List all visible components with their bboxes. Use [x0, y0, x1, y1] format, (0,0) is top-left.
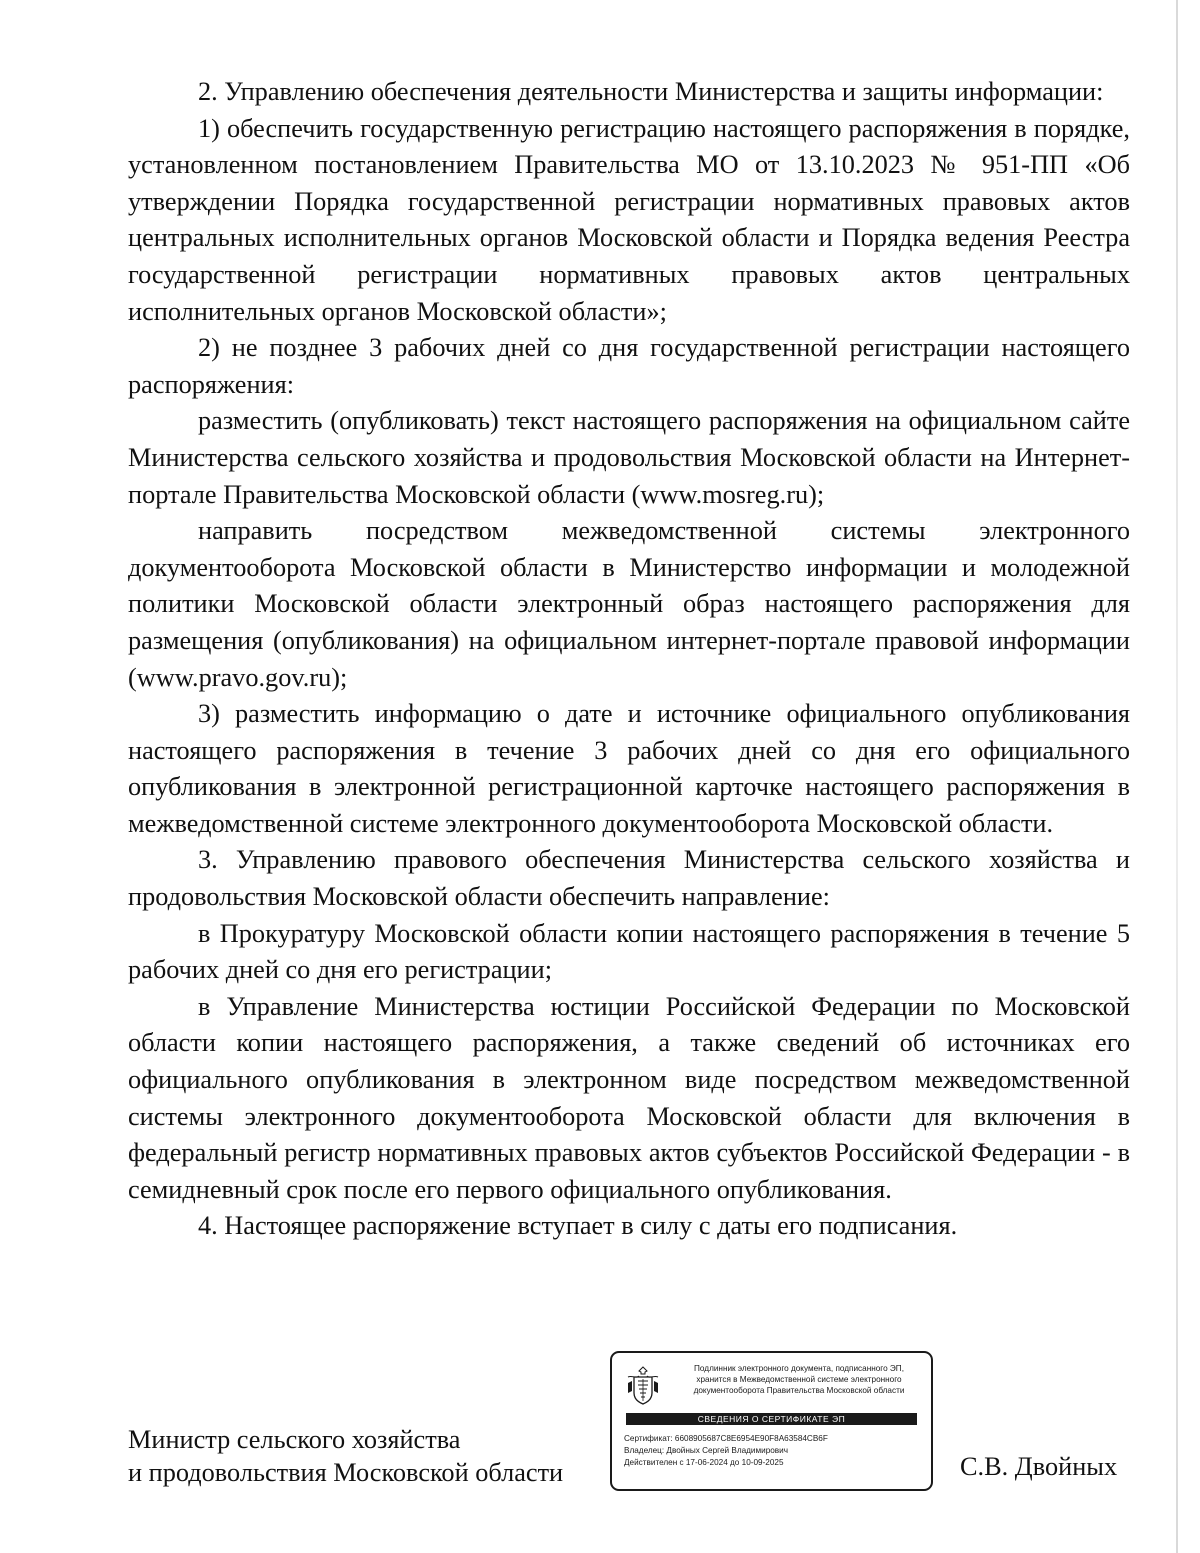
signatory-name: С.В. Двойных: [960, 1452, 1118, 1481]
document-body: [128, 74, 1130, 1245]
paragraph-2-2: 2) не позднее 3 рабочих дней со дня государственной регистрации настоящего распоряжения:: [128, 333, 1130, 399]
stamp-validity: Действителен с 17-06-2024 до 10-09-2025: [624, 1458, 784, 1467]
stamp-details: [624, 1433, 828, 1469]
paragraph-2-2-publish: разместить (опубликовать) текст настоящего распоряжения на официальном сайте Министерства сельского хозяйства и продовольствия Московской области на Интернет-портале Правительства Московской области (www.mosreg.ru);: [128, 406, 1130, 509]
stamp-certificate-bar: СВЕДЕНИЯ О СЕРТИФИКАТЕ ЭП: [626, 1413, 917, 1425]
paragraph-4: 4. Настоящее распоряжение вступает в силу с даты его подписания.: [198, 1211, 958, 1241]
paragraph-3: 3. Управлению правового обеспечения Министерства сельского хозяйства и продовольствия Московской области обеспечить направление:: [128, 845, 1130, 912]
paragraph-3-justice: в Управление Министерства юстиции Российской Федерации по Московской области копии настоящего распоряжения, а также сведений об источниках его официального опубликования в электронном виде посредством межведомственной системы электронного документооборота Московской области для включения в федеральный регистр нормативных правовых актов субъектов Российской Федерации - в семидневный срок после его первого официального опубликования.: [128, 991, 1130, 1204]
paragraph-2-1: 1) обеспечить государственную регистрацию настоящего распоряжения в порядке, установленном постановлением Правительства МО от 13.10.2023 № 951-ПП «Об утверждении Порядка государственной регистрации нормативных правовых актов центральных исполнительных органов Московской области и Порядка ведения Реестра государственной регистрации нормативных правовых актов центральных исполнительных органов Московской области»;: [128, 113, 1130, 326]
electronic-signature-stamp: [610, 1351, 933, 1491]
coat-of-arms-icon: [624, 1363, 662, 1407]
stamp-owner: Владелец: Двойных Сергей Владимирович: [624, 1446, 788, 1455]
stamp-header-line3: документооборота Правительства Московской области: [693, 1386, 905, 1395]
paragraph-2-2-send: направить посредством межведомственной системы электронного документооборота Московской области в Министерство информации и молодежной политики Московской области электронный образ настоящего распоряжения для размещения (опубликования) на официальном интернет-портале правовой информации (www.pravo.gov.ru);: [128, 516, 1130, 692]
paragraph-2-3: 3) разместить информацию о дате и источнике официального опубликования настоящего распоряжения в течение 3 рабочих дней со дня его официального опубликования в электронной регистрационной карточке настоящего распоряжения в межведомственной системе электронного документооборота Московской области.: [128, 699, 1130, 838]
stamp-header-line1: Подлинник электронного документа, подписанного ЭП,: [694, 1364, 904, 1373]
signatory-position-line1: Министр сельского хозяйства: [128, 1425, 461, 1454]
stamp-header: [670, 1363, 928, 1396]
signatory-position: [128, 1423, 563, 1489]
stamp-header-line2: хранится в Межведомственной системе электронного: [696, 1375, 902, 1384]
page-edge: [1176, 0, 1178, 1553]
stamp-certificate: Сертификат: 6608905687C8E6954E90F8A63584CB6F: [624, 1434, 828, 1443]
paragraph-3-prosecutor: в Прокуратуру Московской области копии настоящего распоряжения в течение 5 рабочих дней со дня его регистрации;: [128, 918, 1130, 985]
signatory-position-line2: и продовольствия Московской области: [128, 1458, 564, 1487]
paragraph-2: 2. Управлению обеспечения деятельности Министерства и защиты информации:: [198, 77, 1104, 106]
